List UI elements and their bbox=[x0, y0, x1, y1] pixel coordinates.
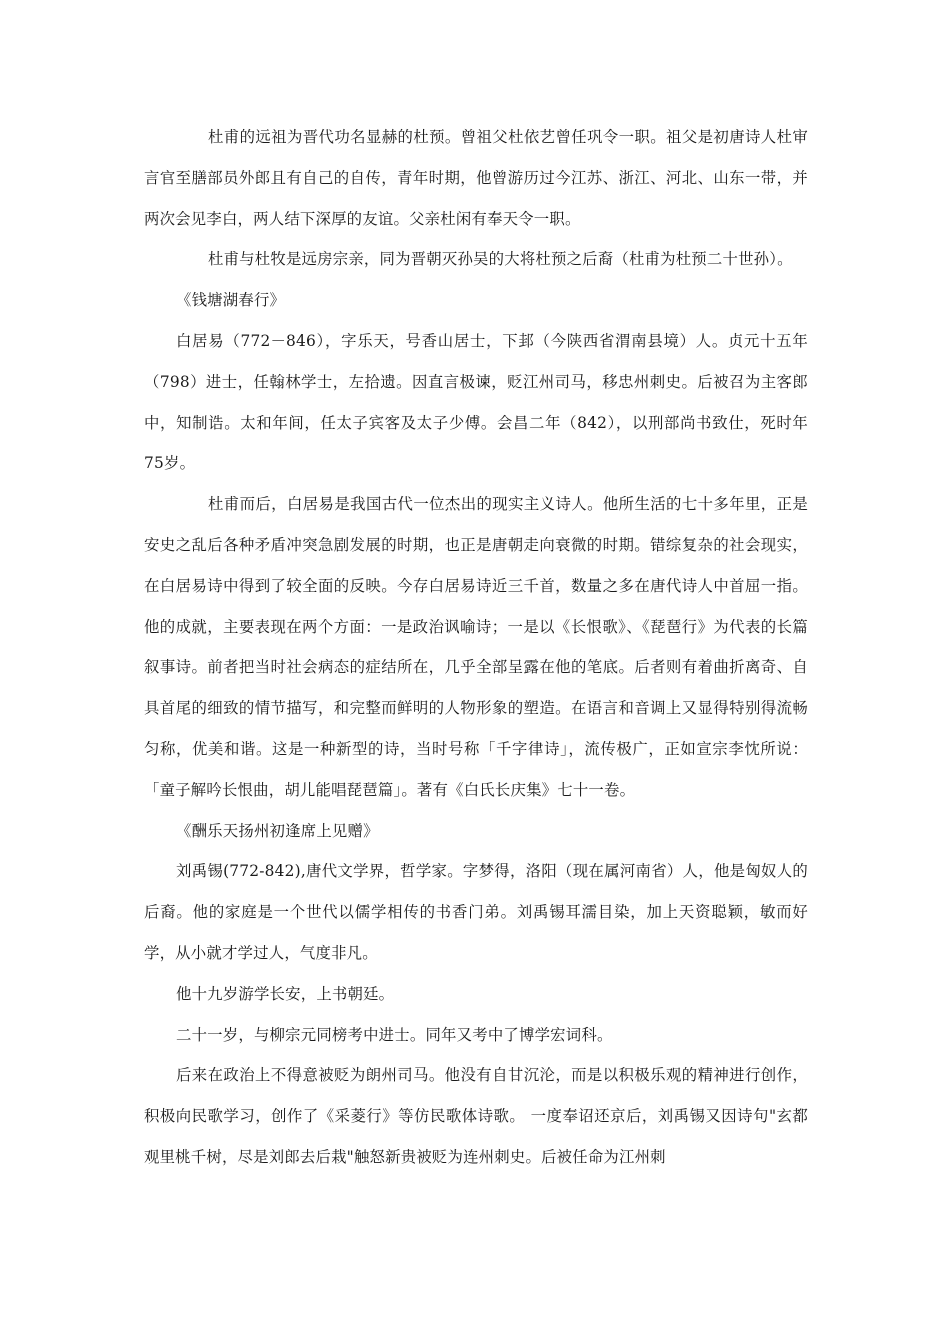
paragraph-du-fu-ancestry: 杜甫的远祖为晋代功名显赫的杜预。曾祖父杜依艺曾任巩令一职。祖父是初唐诗人杜审言官至膳部员外郎且有自己的自传，青年时期，他曾游历过今江苏、浙江、河北、山东一带，并两次会见李白，两人结下深厚的友谊。父亲杜闲有奉天令一职。 bbox=[144, 128, 808, 228]
paragraph-bai-juyi-bio: 白居易（772－846），字乐天，号香山居士，下邽（今陕西省渭南县境）人。贞元十五年（798）进士，任翰林学士，左拾遗。因直言极谏，贬江州司马，移忠州刺史。后被召为主客郎中，知制诰。太和年间，任太子宾客及太子少傅。会昌二年（842），以刑部尚书致仕，死时年75岁。 bbox=[144, 331, 808, 473]
paragraph-du-fu-du-mu: 杜甫与杜牧是远房宗亲，同为晋朝灭孙吴的大将杜预之后裔（杜甫为杜预二十世孙）。 bbox=[208, 250, 793, 269]
paragraph-liu-yuxi-career: 后来在政治上不得意被贬为朗州司马。他没有自甘沉沦，而是以积极乐观的精神进行创作，积极向民歌学习，创作了《采菱行》等仿民歌体诗歌。 一度奉诏还京后，刘禹锡又因诗句"玄都观里桃千树，尽是刘郎去后栽"触怒新贵被贬为连州刺史。后被任命为江州刺 bbox=[144, 1066, 808, 1166]
paragraph-bai-juyi-works: 杜甫而后，白居易是我国古代一位杰出的现实主义诗人。他所生活的七十多年里，正是安史之乱后各种矛盾冲突急剧发展的时期，也正是唐朝走向衰微的时期。错综复杂的社会现实，在白居易诗中得到了较全面的反映。今存白居易诗近三千首，数量之多在唐代诗人中首屈一指。他的成就，主要表现在两个方面：一是政治讽喻诗；一是以《长恨歌》、《琵琶行》为代表的长篇叙事诗。前者把当时社会病态的症结所在，几乎全部呈露在他的笔底。后者则有着曲折离奇、自具首尾的细致的情节描写，和完整而鲜明的人物形象的塑造。在语言和音调上又显得特别得流畅匀称，优美和谐。这是一种新型的诗，当时号称「千字律诗」，流传极广，正如宣宗李忱所说：「童子解吟长恨曲，胡儿能唱琵琶篇」。著有《白氏长庆集》七十一卷。 bbox=[144, 495, 808, 799]
document-page bbox=[144, 117, 808, 1178]
poem-title-chou-letian: 《酬乐天扬州初逢席上见赠》 bbox=[176, 821, 379, 840]
paragraph-liu-yuxi-age21: 二十一岁，与柳宗元同榜考中进士。同年又考中了博学宏词科。 bbox=[176, 1025, 613, 1044]
poem-title-qiantang: 《钱塘湖春行》 bbox=[176, 291, 286, 310]
paragraph-liu-yuxi-age19: 他十九岁游学长安，上书朝廷。 bbox=[176, 984, 395, 1003]
paragraph-liu-yuxi-bio: 刘禹锡(772-842),唐代文学界，哲学家。字梦得，洛阳（现在属河南省）人，他是匈奴人的后裔。他的家庭是一个世代以儒学相传的书香门弟。刘禹锡耳濡目染，加上天资聪颖，敏而好学，从小就才学过人，气度非凡。 bbox=[144, 862, 808, 962]
